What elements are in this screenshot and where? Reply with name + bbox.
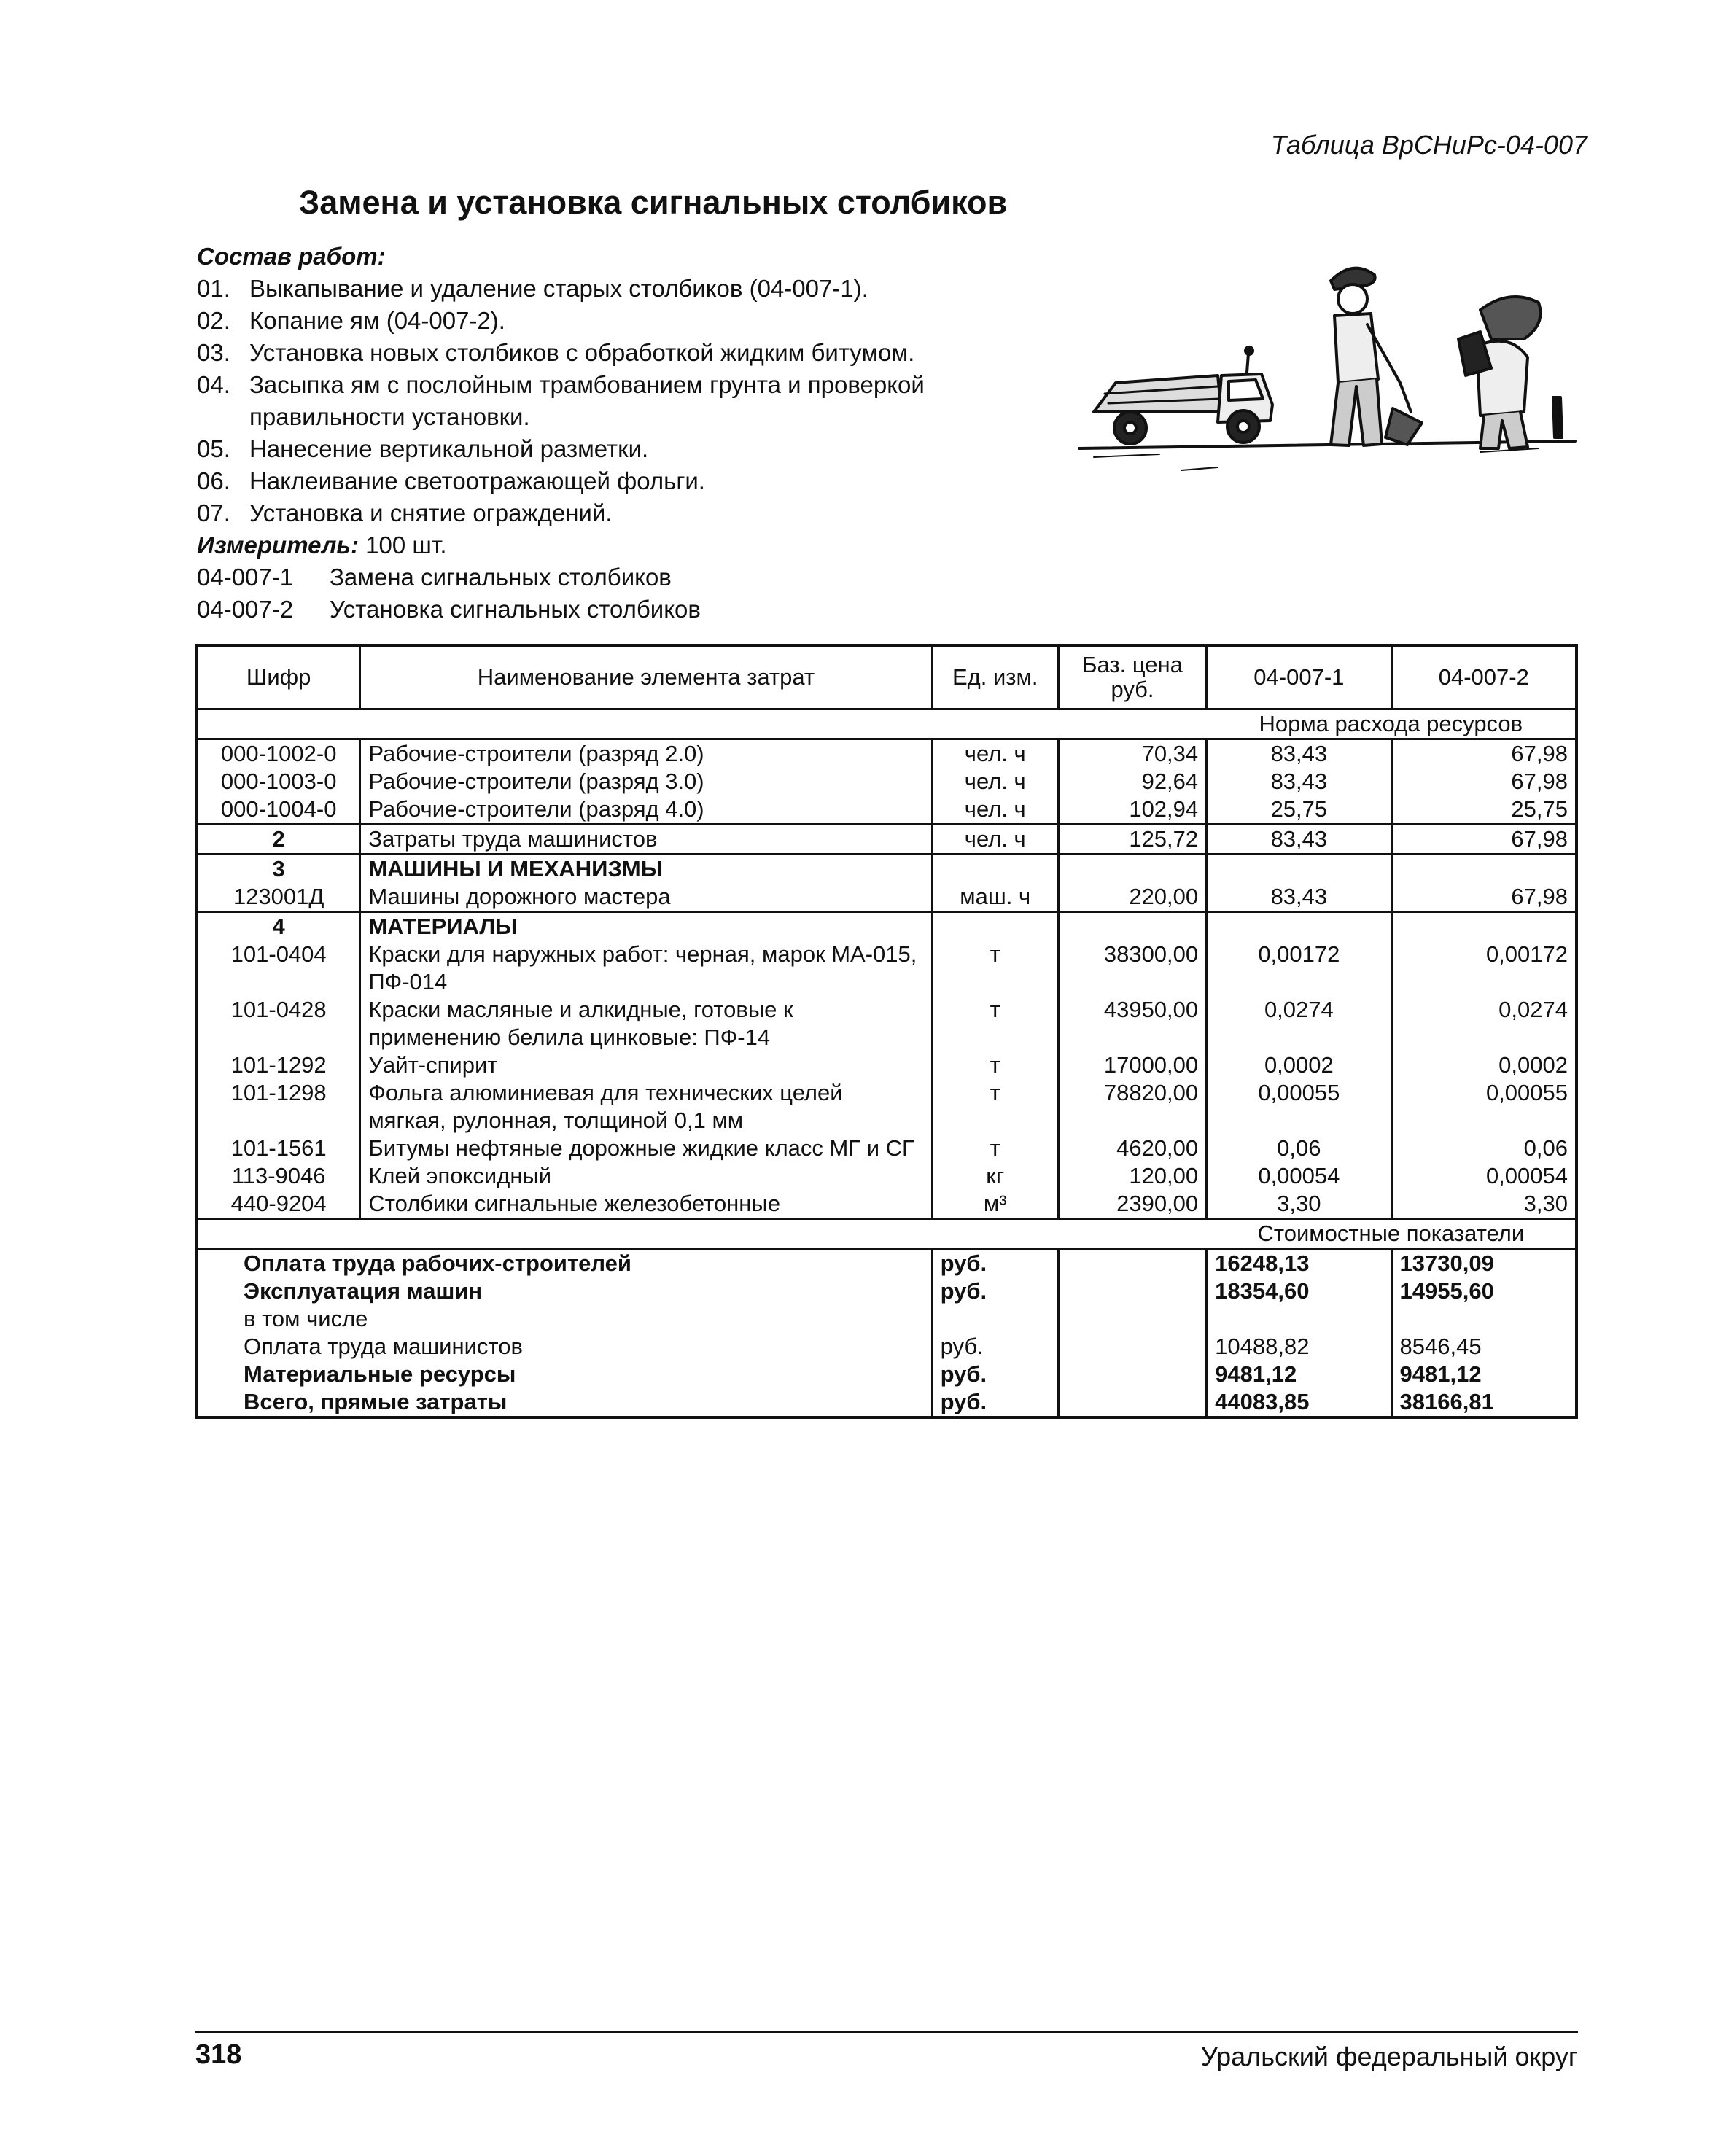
cell-code: 101-1561 <box>197 1135 360 1162</box>
norm-section-row <box>197 709 1577 739</box>
cell-variant-2: 0,00054 <box>1391 1162 1577 1190</box>
header-variant-2: 04-007-2 <box>1391 645 1577 709</box>
total-unit: руб. <box>932 1388 1058 1417</box>
header-name: Наименование элемента затрат <box>360 645 932 709</box>
cost-section-row <box>197 1219 1577 1249</box>
cell-code: 113-9046 <box>197 1162 360 1190</box>
work-item-number: 02. <box>197 307 230 334</box>
measure-line <box>197 529 1057 561</box>
cell-variant-2: 67,98 <box>1391 768 1577 795</box>
total-label: Оплата труда рабочих-строителей <box>197 1249 932 1278</box>
cell-name: Битумы нефтяные дорожные жидкие класс МГ и СГ <box>360 1135 932 1162</box>
work-item-text: Установка новых столбиков с обработкой жидким битумом. <box>249 339 915 366</box>
total-label: Всего, прямые затраты <box>197 1388 932 1417</box>
code-line-code: 04-007-2 <box>197 596 294 623</box>
cell-price: 70,34 <box>1058 739 1206 768</box>
cell-price: 120,00 <box>1058 1162 1206 1190</box>
work-item <box>197 497 1057 529</box>
cost-section-label: Стоимостные показатели <box>1207 1219 1577 1249</box>
cell-variant-2: 0,00172 <box>1391 941 1577 996</box>
cell-unit: т <box>932 941 1058 996</box>
table-row <box>197 996 1577 1051</box>
cell-price: 102,94 <box>1058 795 1206 825</box>
cell-code: 101-0428 <box>197 996 360 1051</box>
table-row <box>197 1135 1577 1162</box>
cell-price: 4620,00 <box>1058 1135 1206 1162</box>
cell-name: Машины дорожного мастера <box>360 883 932 912</box>
page-title: Замена и установка сигнальных столбиков <box>299 184 1008 221</box>
cell-name: Рабочие-строители (разряд 3.0) <box>360 768 932 795</box>
table-row <box>197 883 1577 912</box>
cell-unit: т <box>932 1079 1058 1135</box>
code-line-text: Замена сигнальных столбиков <box>330 564 672 591</box>
cell-variant-1: 25,75 <box>1207 795 1391 825</box>
cell-price: 43950,00 <box>1058 996 1206 1051</box>
composition-label: Состав работ: <box>197 243 386 270</box>
cell-price: 125,72 <box>1058 825 1206 855</box>
total-label: Материальные ресурсы <box>197 1361 932 1388</box>
cell-variant-1: 83,43 <box>1207 825 1391 855</box>
header-unit: Ед. изм. <box>932 645 1058 709</box>
work-item <box>197 433 1057 465</box>
cell-price: 78820,00 <box>1058 1079 1206 1135</box>
cell-unit: чел. ч <box>932 739 1058 768</box>
cell-code: 000-1002-0 <box>197 739 360 768</box>
total-variant-2: 13730,09 <box>1391 1249 1577 1278</box>
cell-name: Уайт-спирит <box>360 1051 932 1079</box>
footer-divider <box>195 2031 1578 2033</box>
cell-variant-1: 0,0274 <box>1207 996 1391 1051</box>
page-number: 318 <box>195 2039 242 2070</box>
workers-illustration <box>1072 230 1582 492</box>
total-unit: руб. <box>932 1277 1058 1305</box>
code-line-text: Установка сигнальных столбиков <box>330 596 701 623</box>
total-label: Эксплуатация машин <box>197 1277 932 1305</box>
cell-price: 38300,00 <box>1058 941 1206 996</box>
cell-unit: т <box>932 996 1058 1051</box>
cell-unit: маш. ч <box>932 883 1058 912</box>
cell-code: 2 <box>197 825 360 855</box>
total-variant-1: 9481,12 <box>1207 1361 1391 1388</box>
table-row <box>197 1162 1577 1190</box>
table-row <box>197 739 1577 768</box>
cell-variant-1: 83,43 <box>1207 768 1391 795</box>
cell-code: 000-1004-0 <box>197 795 360 825</box>
footer-region: Уральский федеральный округ <box>1200 2042 1578 2071</box>
code-line <box>197 594 1057 626</box>
cell-variant-2: 67,98 <box>1391 739 1577 768</box>
cell-name: Фольга алюминиевая для технических целей мягкая, рулонная, толщиной 0,1 мм <box>360 1079 932 1135</box>
cell-name: Затраты труда машинистов <box>360 825 932 855</box>
cell-name: Рабочие-строители (разряд 4.0) <box>360 795 932 825</box>
cell-variant-2: 0,06 <box>1391 1135 1577 1162</box>
cell-name: Краски для наружных работ: черная, марок МА-015, ПФ-014 <box>360 941 932 996</box>
total-variant-1: 44083,85 <box>1207 1388 1391 1417</box>
measure-label: Измеритель: <box>197 532 359 559</box>
work-item-number: 01. <box>197 275 230 302</box>
total-variant-2: 9481,12 <box>1391 1361 1577 1388</box>
work-item-number: 06. <box>197 467 230 494</box>
cell-name: Рабочие-строители (разряд 2.0) <box>360 739 932 768</box>
work-item <box>197 369 1057 433</box>
cell-variant-1: 3,30 <box>1207 1190 1391 1219</box>
total-variant-2: 8546,45 <box>1391 1333 1577 1361</box>
code-line <box>197 561 1057 594</box>
total-unit: руб. <box>932 1361 1058 1388</box>
cell-name: Клей эпоксидный <box>360 1162 932 1190</box>
total-unit: руб. <box>932 1333 1058 1361</box>
work-item-text: Копание ям (04-007-2). <box>249 307 505 334</box>
table-header-row <box>197 645 1577 709</box>
table-row <box>197 1051 1577 1079</box>
cell-code: 000-1003-0 <box>197 768 360 795</box>
cell-variant-1: 0,00172 <box>1207 941 1391 996</box>
cell-variant-1: 83,43 <box>1207 739 1391 768</box>
cell-variant-2: 0,0002 <box>1391 1051 1577 1079</box>
cell-variant-1: 0,0002 <box>1207 1051 1391 1079</box>
cell-price: 220,00 <box>1058 883 1206 912</box>
measure-value: 100 шт. <box>365 532 447 559</box>
section-heading-row <box>197 855 1577 884</box>
total-variant-1: 10488,82 <box>1207 1333 1391 1361</box>
total-row <box>197 1277 1577 1305</box>
total-label: в том числе <box>197 1305 932 1333</box>
table-row <box>197 1079 1577 1135</box>
cell-price: 2390,00 <box>1058 1190 1206 1219</box>
cell-unit: чел. ч <box>932 768 1058 795</box>
total-variant-2: 14955,60 <box>1391 1277 1577 1305</box>
table-row <box>197 768 1577 795</box>
cell-code: 4 <box>197 912 360 941</box>
section-title: МАТЕРИАЛЫ <box>360 912 932 941</box>
cell-unit: чел. ч <box>932 795 1058 825</box>
total-variant-2: 38166,81 <box>1391 1388 1577 1417</box>
cell-code: 101-1292 <box>197 1051 360 1079</box>
work-item-text: Установка и снятие ограждений. <box>249 499 613 526</box>
work-item-number: 07. <box>197 499 230 526</box>
cell-unit: т <box>932 1051 1058 1079</box>
norm-section-label: Норма расхода ресурсов <box>1207 709 1577 739</box>
cell-variant-2: 0,00055 <box>1391 1079 1577 1135</box>
cell-name: Краски масляные и алкидные, готовые к применению белила цинковые: ПФ-14 <box>360 996 932 1051</box>
total-row <box>197 1361 1577 1388</box>
work-item-number: 03. <box>197 339 230 366</box>
total-row <box>197 1333 1577 1361</box>
table-row <box>197 795 1577 825</box>
cell-price: 17000,00 <box>1058 1051 1206 1079</box>
work-item-text: Выкапывание и удаление старых столбиков (04-007-1). <box>249 275 868 302</box>
table-row <box>197 941 1577 996</box>
cell-code: 3 <box>197 855 360 884</box>
work-item-text: Наклеивание светоотражающей фольги. <box>249 467 705 494</box>
cell-variant-2: 3,30 <box>1391 1190 1577 1219</box>
total-label: Оплата труда машинистов <box>197 1333 932 1361</box>
cell-name: Столбики сигнальные железобетонные <box>360 1190 932 1219</box>
cell-code: 123001Д <box>197 883 360 912</box>
cell-variant-2: 67,98 <box>1391 883 1577 912</box>
total-variant-1: 16248,13 <box>1207 1249 1391 1278</box>
section-heading-row <box>197 912 1577 941</box>
section-title: МАШИНЫ И МЕХАНИЗМЫ <box>360 855 932 884</box>
total-unit: руб. <box>932 1249 1058 1278</box>
work-item-number: 05. <box>197 435 230 462</box>
total-variant-1: 18354,60 <box>1207 1277 1391 1305</box>
cost-table <box>195 644 1578 1419</box>
cell-variant-1: 0,00054 <box>1207 1162 1391 1190</box>
cell-code: 101-0404 <box>197 941 360 996</box>
work-item <box>197 273 1057 305</box>
code-line-code: 04-007-1 <box>197 564 294 591</box>
cell-variant-1: 0,00055 <box>1207 1079 1391 1135</box>
cell-unit: кг <box>932 1162 1058 1190</box>
header-price: Баз. цена руб. <box>1058 645 1206 709</box>
work-item <box>197 337 1057 369</box>
work-item-text: Засыпка ям с послойным трамбованием грунта и проверкой правильности установки. <box>249 371 925 430</box>
cell-unit: чел. ч <box>932 825 1058 855</box>
work-item <box>197 305 1057 337</box>
cell-unit: т <box>932 1135 1058 1162</box>
cell-variant-1: 83,43 <box>1207 883 1391 912</box>
cell-variant-2: 25,75 <box>1391 795 1577 825</box>
work-item-text: Нанесение вертикальной разметки. <box>249 435 649 462</box>
cell-unit: м³ <box>932 1190 1058 1219</box>
cell-code: 440-9204 <box>197 1190 360 1219</box>
work-item <box>197 465 1057 497</box>
cell-variant-2: 67,98 <box>1391 825 1577 855</box>
total-row <box>197 1388 1577 1417</box>
total-row <box>197 1249 1577 1278</box>
cell-code: 101-1298 <box>197 1079 360 1135</box>
header-variant-1: 04-007-1 <box>1207 645 1391 709</box>
cell-variant-2: 0,0274 <box>1391 996 1577 1051</box>
header-code: Шифр <box>197 645 360 709</box>
table-row <box>197 1190 1577 1219</box>
table-reference: Таблица ВрСНиРс-04-007 <box>1270 130 1587 160</box>
cell-variant-1: 0,06 <box>1207 1135 1391 1162</box>
table-row <box>197 825 1577 855</box>
total-row <box>197 1305 1577 1333</box>
work-composition <box>197 241 1057 626</box>
work-item-number: 04. <box>197 371 230 398</box>
cell-price: 92,64 <box>1058 768 1206 795</box>
